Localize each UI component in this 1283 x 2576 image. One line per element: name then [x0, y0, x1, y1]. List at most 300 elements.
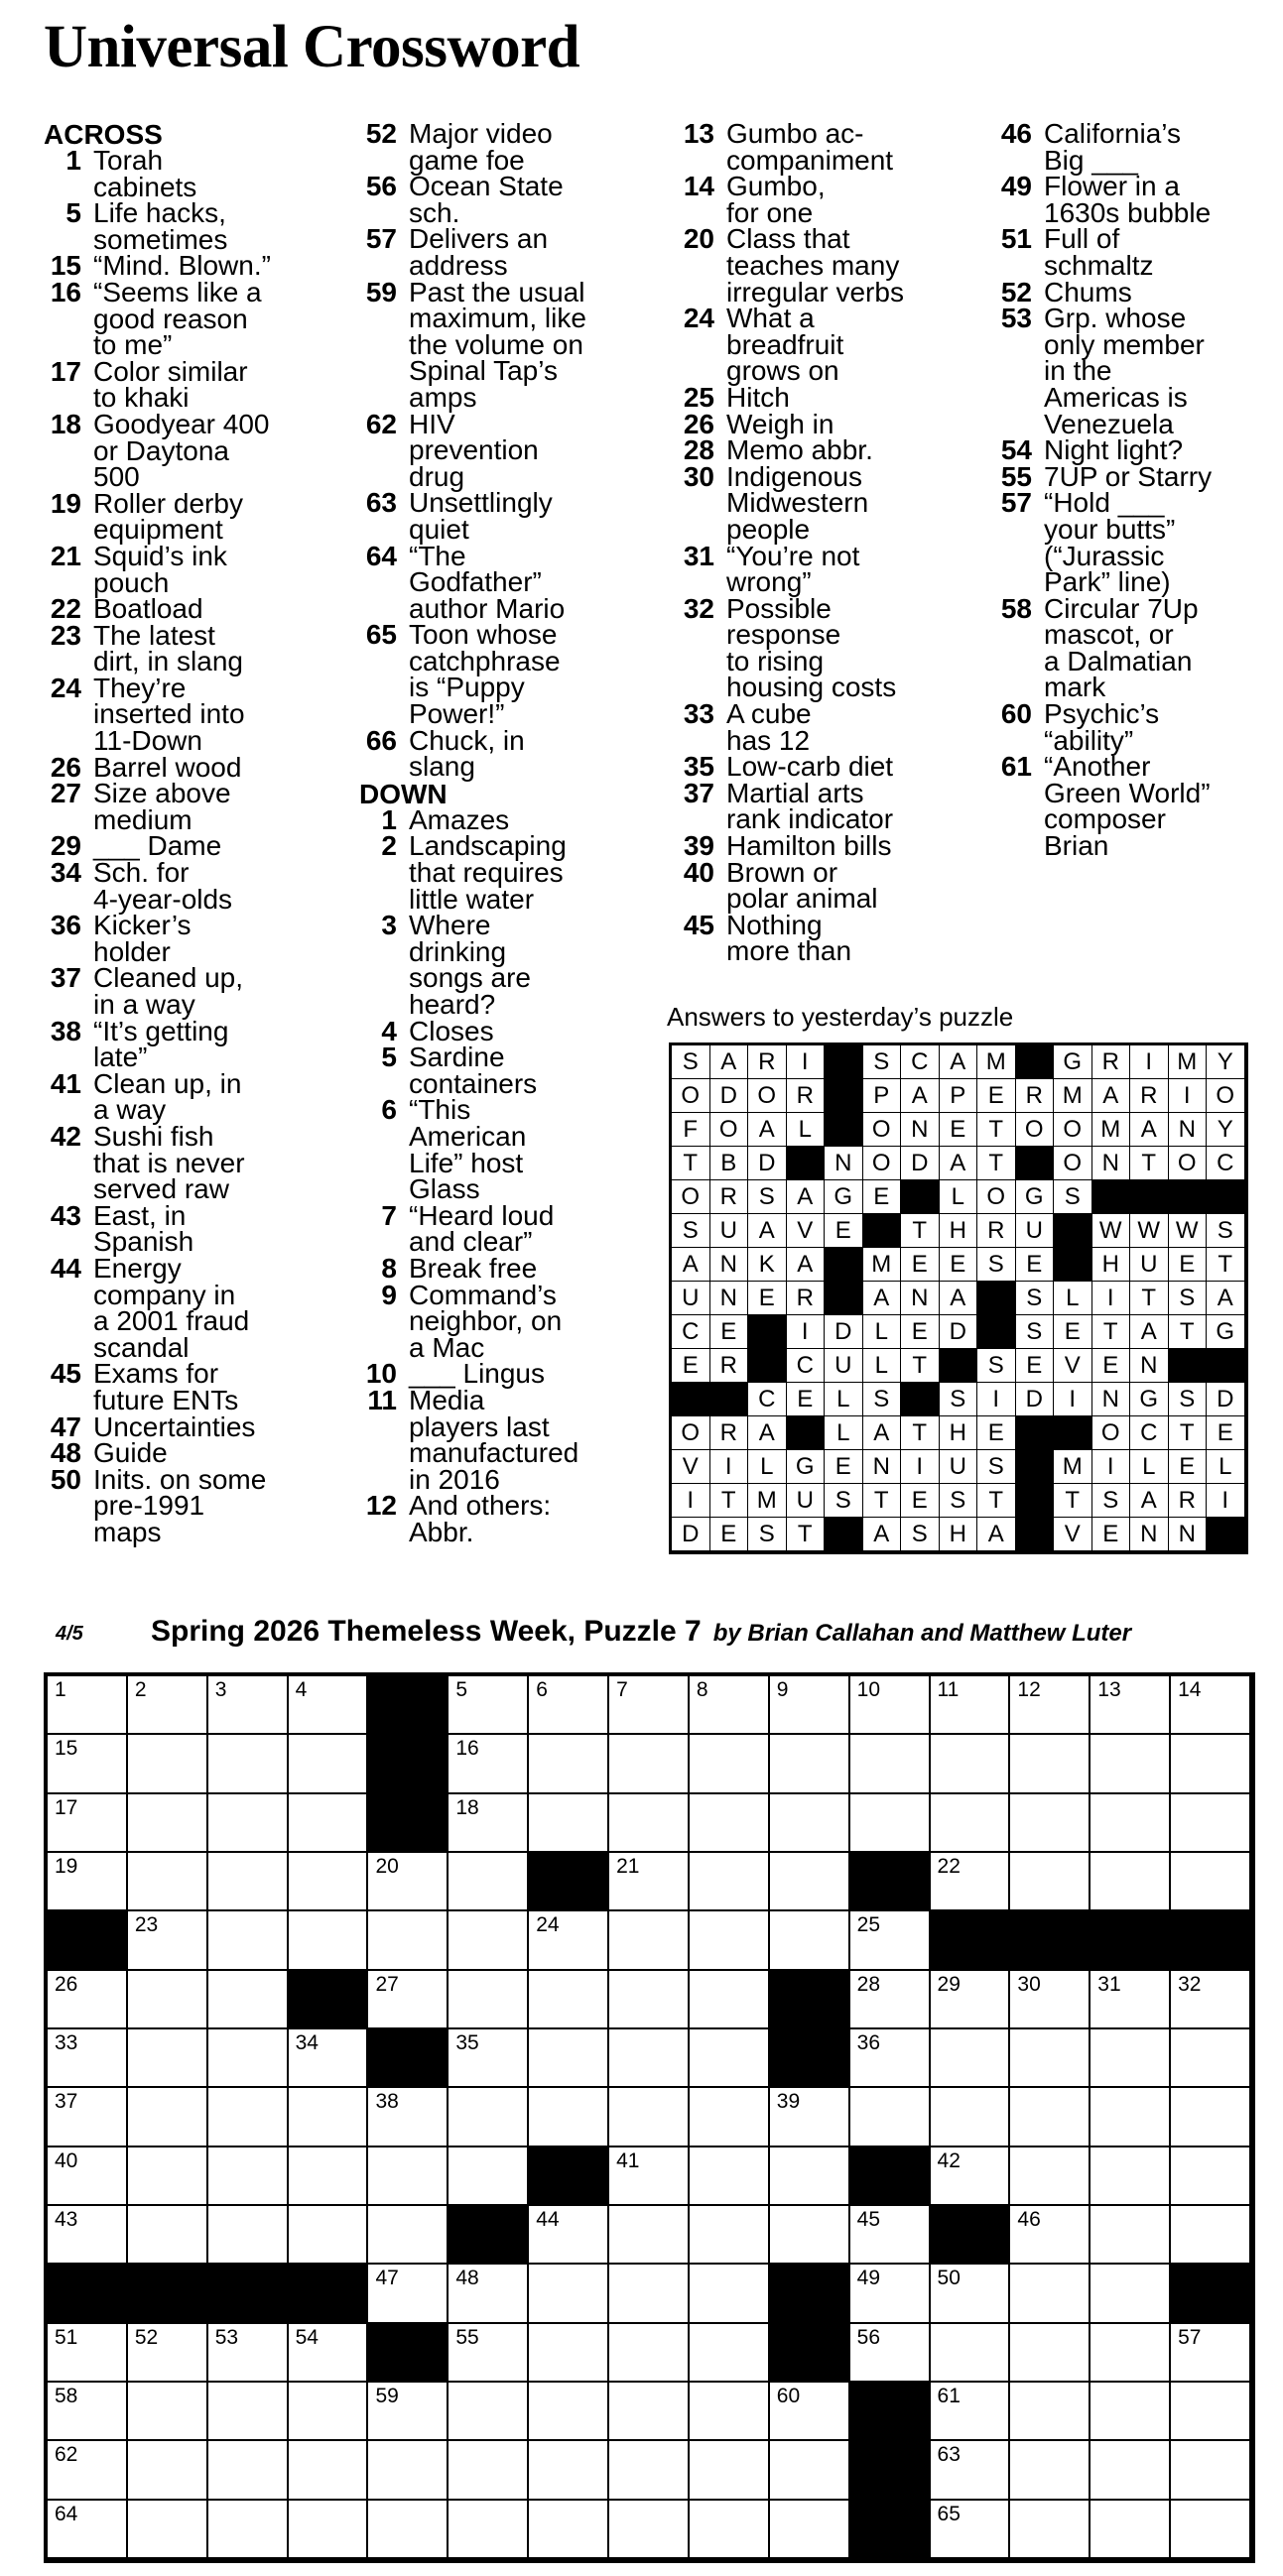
puzzle-cell[interactable] — [1010, 2147, 1091, 2206]
cell-number: 36 — [856, 2030, 881, 2054]
cell-number: 62 — [55, 2443, 78, 2467]
puzzle-cell[interactable] — [931, 1794, 1011, 1853]
answer-cell: E — [1169, 1450, 1208, 1484]
puzzle-cell[interactable] — [449, 1735, 529, 1793]
puzzle-cell[interactable] — [449, 2324, 529, 2383]
puzzle-cell[interactable] — [690, 2147, 770, 2206]
puzzle-cell[interactable] — [48, 2383, 128, 2441]
puzzle-cell[interactable] — [690, 1676, 770, 1735]
puzzle-cell[interactable] — [1091, 2265, 1171, 2323]
puzzle-cell[interactable] — [128, 1676, 208, 1735]
puzzle-cell[interactable] — [128, 2383, 208, 2441]
puzzle-cell[interactable] — [449, 2441, 529, 2500]
puzzle-cell[interactable] — [1091, 2088, 1171, 2147]
answer-cell: T — [1054, 1484, 1092, 1518]
clue-number — [994, 253, 1044, 280]
clue-number — [44, 1308, 93, 1335]
answer-cell: E — [710, 1315, 749, 1349]
puzzle-cell[interactable] — [208, 2206, 289, 2265]
clue-line — [994, 118, 1282, 149]
clue-number — [677, 148, 726, 175]
puzzle-cell[interactable] — [368, 1911, 449, 1970]
answer-cell: G — [825, 1180, 863, 1214]
puzzle-cell[interactable] — [1010, 2441, 1091, 2500]
puzzle-cell[interactable] — [1171, 2088, 1251, 2147]
puzzle-cell[interactable] — [48, 2088, 128, 2147]
puzzle-cell[interactable] — [609, 2088, 690, 2147]
puzzle-cell[interactable] — [529, 2501, 609, 2559]
puzzle-cell[interactable] — [770, 1911, 850, 1970]
clue-line — [44, 1463, 346, 1495]
puzzle-cell[interactable] — [289, 2029, 369, 2088]
puzzle-cell[interactable] — [449, 1853, 529, 1911]
puzzle-cell[interactable] — [128, 2088, 208, 2147]
puzzle-cell[interactable] — [1010, 2265, 1091, 2323]
answer-cell: I — [1092, 1450, 1131, 1484]
puzzle-cell[interactable] — [931, 2501, 1011, 2559]
clue-line — [359, 408, 662, 439]
puzzle-cell[interactable] — [1010, 2206, 1091, 2265]
clue-line — [677, 460, 979, 492]
puzzle-cell[interactable] — [609, 2206, 690, 2265]
puzzle-cell[interactable] — [690, 2383, 770, 2441]
clue-number — [994, 728, 1044, 755]
puzzle-cell[interactable] — [1010, 1971, 1091, 2029]
puzzle-cell[interactable] — [770, 2383, 850, 2441]
puzzle-cell[interactable] — [208, 1794, 289, 1853]
cell-number: 37 — [55, 2090, 78, 2114]
puzzle-cell[interactable] — [609, 1735, 690, 1793]
puzzle-cell[interactable] — [931, 2383, 1011, 2441]
puzzle-block — [931, 2206, 1011, 2265]
puzzle-cell[interactable] — [1010, 2088, 1091, 2147]
puzzle-cell[interactable] — [609, 2324, 690, 2383]
clue-text: mascot, or — [1044, 619, 1174, 651]
puzzle-block — [850, 2147, 931, 2206]
puzzle-cell[interactable] — [529, 1911, 609, 1970]
puzzle-cell[interactable] — [449, 1911, 529, 1970]
cell-number: 18 — [455, 1795, 479, 1819]
puzzle-cell[interactable] — [449, 2383, 529, 2441]
clue-number — [677, 490, 726, 517]
puzzle-cell[interactable] — [368, 2441, 449, 2500]
answer-cell: A — [1092, 1079, 1131, 1113]
puzzle-title: Spring 2026 Themeless Week, Puzzle 7 — [151, 1615, 702, 1648]
puzzle-cell[interactable] — [850, 2324, 931, 2383]
puzzle-cell[interactable] — [690, 1794, 770, 1853]
clue-line — [44, 223, 346, 255]
puzzle-cell[interactable] — [208, 2324, 289, 2383]
puzzle-cell[interactable] — [850, 2029, 931, 2088]
puzzle-cell[interactable] — [208, 1911, 289, 1970]
answer-block — [1169, 1349, 1208, 1383]
puzzle-cell[interactable] — [128, 2324, 208, 2383]
puzzle-cell[interactable] — [48, 2501, 128, 2559]
puzzle-cell[interactable] — [1171, 2029, 1251, 2088]
puzzle-cell[interactable] — [128, 1853, 208, 1911]
clue-text: Sardine — [409, 1042, 505, 1073]
puzzle-cell[interactable] — [931, 1676, 1011, 1735]
clue-number: 31 — [683, 540, 714, 571]
puzzle-cell[interactable] — [128, 1735, 208, 1793]
clue-text: a way — [93, 1094, 167, 1126]
clues-column-3 — [677, 118, 979, 967]
puzzle-cell[interactable] — [850, 2265, 931, 2323]
puzzle-cell[interactable] — [289, 1853, 369, 1911]
puzzle-cell[interactable] — [770, 1794, 850, 1853]
clue-text: in 2016 — [409, 1463, 500, 1495]
puzzle-cell[interactable] — [1091, 1794, 1171, 1853]
puzzle-cell[interactable] — [529, 1676, 609, 1735]
puzzle-cell[interactable] — [690, 2441, 770, 2500]
puzzle-cell[interactable] — [770, 2501, 850, 2559]
puzzle-cell[interactable] — [289, 2441, 369, 2500]
clue-text: Circular 7Up — [1044, 592, 1199, 624]
puzzle-cell[interactable] — [770, 1735, 850, 1793]
puzzle-cell[interactable] — [609, 1853, 690, 1911]
clue-line — [994, 487, 1282, 519]
clue-text: “ability” — [1044, 724, 1134, 756]
puzzle-cell[interactable] — [529, 1735, 609, 1793]
answer-cell: S — [748, 1180, 787, 1214]
puzzle-cell[interactable] — [609, 1794, 690, 1853]
puzzle-cell[interactable] — [690, 1911, 770, 1970]
puzzle-cell[interactable] — [48, 2029, 128, 2088]
answer-cell: T — [1169, 1315, 1208, 1349]
answer-cell: L — [1054, 1282, 1092, 1315]
puzzle-cell[interactable] — [208, 1676, 289, 1735]
clue-number — [677, 649, 726, 675]
puzzle-cell[interactable] — [1171, 2206, 1251, 2265]
puzzle-cell[interactable] — [850, 1794, 931, 1853]
cell-number: 26 — [55, 1972, 78, 1996]
puzzle-cell[interactable] — [1091, 2206, 1171, 2265]
puzzle-cell[interactable] — [449, 2029, 529, 2088]
puzzle-cell[interactable] — [770, 1676, 850, 1735]
puzzle-cell[interactable] — [1010, 2383, 1091, 2441]
puzzle-cell[interactable] — [609, 2265, 690, 2323]
puzzle-cell[interactable] — [368, 2383, 449, 2441]
puzzle-cell[interactable] — [449, 1794, 529, 1853]
puzzle-cell[interactable] — [48, 1971, 128, 2029]
answer-cell: V — [787, 1214, 826, 1248]
puzzle-cell[interactable] — [609, 2383, 690, 2441]
answer-cell: N — [863, 1450, 902, 1484]
puzzle-cell[interactable] — [1171, 2383, 1251, 2441]
puzzle-cell[interactable] — [289, 2324, 369, 2383]
puzzle-cell[interactable] — [48, 2324, 128, 2383]
puzzle-cell[interactable] — [1010, 1853, 1091, 1911]
clue-number: 23 — [50, 619, 81, 651]
puzzle-cell[interactable] — [690, 2324, 770, 2383]
clue-text: rank indicator — [726, 803, 894, 835]
puzzle-cell[interactable] — [931, 2088, 1011, 2147]
puzzle-cell[interactable] — [931, 1853, 1011, 1911]
puzzle-cell[interactable] — [931, 1971, 1011, 2029]
puzzle-cell[interactable] — [1091, 2029, 1171, 2088]
puzzle-cell[interactable] — [128, 2029, 208, 2088]
puzzle-cell[interactable] — [368, 2206, 449, 2265]
puzzle-cell[interactable] — [1091, 1735, 1171, 1793]
puzzle-cell[interactable] — [1010, 2029, 1091, 2088]
puzzle-cell[interactable] — [609, 2441, 690, 2500]
clue-number: 5 — [65, 197, 81, 229]
puzzle-cell[interactable] — [449, 1971, 529, 2029]
clue-text: “Hold ___ — [1044, 487, 1165, 519]
clue-number — [44, 887, 93, 914]
puzzle-cell[interactable] — [529, 1971, 609, 2029]
answer-cell: I — [1130, 1045, 1169, 1079]
puzzle-cell[interactable] — [1010, 1735, 1091, 1793]
clue-line — [44, 1516, 346, 1547]
puzzle-cell[interactable] — [289, 2206, 369, 2265]
puzzle-cell[interactable] — [1171, 1676, 1251, 1735]
puzzle-cell[interactable] — [850, 1971, 931, 2029]
clue-text: a Dalmatian — [1044, 645, 1193, 676]
clue-text: Gumbo, — [726, 171, 826, 202]
puzzle-cell[interactable] — [850, 1911, 931, 1970]
puzzle-cell[interactable] — [1010, 1676, 1091, 1735]
puzzle-cell[interactable] — [770, 2441, 850, 2500]
puzzle-cell[interactable] — [931, 2441, 1011, 2500]
puzzle-cell[interactable] — [690, 2265, 770, 2323]
puzzle-cell[interactable] — [931, 2029, 1011, 2088]
clue-number: 59 — [365, 276, 397, 307]
puzzle-cell[interactable] — [1171, 1853, 1251, 1911]
puzzle-cell[interactable] — [289, 1676, 369, 1735]
clue-line — [359, 1437, 662, 1469]
clue-text: Delivers an — [409, 223, 549, 255]
puzzle-cell[interactable] — [368, 1971, 449, 2029]
puzzle-cell[interactable] — [208, 2029, 289, 2088]
clue-line — [994, 672, 1282, 703]
puzzle-cell[interactable] — [449, 2147, 529, 2206]
puzzle-cell[interactable] — [609, 1971, 690, 2029]
puzzle-cell[interactable] — [208, 2383, 289, 2441]
puzzle-cell[interactable] — [208, 2088, 289, 2147]
puzzle-cell[interactable] — [128, 2441, 208, 2500]
answer-cell: S — [977, 1248, 1016, 1282]
puzzle-cell[interactable] — [529, 2441, 609, 2500]
clue-number — [44, 1229, 93, 1256]
clue-line — [44, 540, 346, 571]
puzzle-cell[interactable] — [128, 2501, 208, 2559]
answer-cell: T — [1092, 1315, 1131, 1349]
clue-number — [359, 385, 409, 412]
clue-number — [44, 1335, 93, 1362]
puzzle-cell[interactable] — [208, 2147, 289, 2206]
puzzle-cell[interactable] — [690, 1971, 770, 2029]
puzzle-cell[interactable] — [368, 2501, 449, 2559]
puzzle-cell[interactable] — [690, 2029, 770, 2088]
puzzle-cell[interactable] — [529, 2029, 609, 2088]
puzzle-cell[interactable] — [770, 2088, 850, 2147]
clue-text: neighbor, on — [409, 1305, 563, 1337]
answer-cell: R — [787, 1282, 826, 1315]
puzzle-cell[interactable] — [1091, 2324, 1171, 2383]
answer-cell: N — [1130, 1349, 1169, 1383]
puzzle-cell[interactable] — [770, 1853, 850, 1911]
puzzle-cell[interactable] — [368, 2147, 449, 2206]
puzzle-cell[interactable] — [449, 2501, 529, 2559]
page-title: Universal Crossword — [44, 14, 580, 80]
puzzle-cell[interactable] — [48, 2441, 128, 2500]
puzzle-block — [850, 2441, 931, 2500]
puzzle-cell[interactable] — [850, 2206, 931, 2265]
puzzle-cell[interactable] — [208, 1853, 289, 1911]
puzzle-cell[interactable] — [289, 2501, 369, 2559]
clue-line — [994, 381, 1282, 413]
puzzle-cell[interactable] — [1010, 1794, 1091, 1853]
cell-number: 30 — [1017, 1972, 1041, 1996]
puzzle-cell[interactable] — [289, 2383, 369, 2441]
puzzle-cell[interactable] — [48, 1853, 128, 1911]
puzzle-cell[interactable] — [1171, 1735, 1251, 1793]
puzzle-cell[interactable] — [1171, 1794, 1251, 1853]
clue-text: What a — [726, 303, 815, 334]
puzzle-cell[interactable] — [690, 1853, 770, 1911]
puzzle-cell[interactable] — [609, 1911, 690, 1970]
puzzle-cell[interactable] — [128, 2206, 208, 2265]
puzzle-cell[interactable] — [1171, 2441, 1251, 2500]
puzzle-cell[interactable] — [289, 1911, 369, 1970]
puzzle-cell[interactable] — [368, 2265, 449, 2323]
puzzle-cell[interactable] — [690, 2088, 770, 2147]
puzzle-cell[interactable] — [449, 1676, 529, 1735]
puzzle-cell[interactable] — [1171, 2147, 1251, 2206]
puzzle-cell[interactable] — [529, 2265, 609, 2323]
puzzle-cell[interactable] — [1171, 2501, 1251, 2559]
puzzle-cell[interactable] — [449, 2265, 529, 2323]
clue-number: 54 — [1000, 434, 1032, 466]
answer-cell: E — [710, 1518, 749, 1551]
puzzle-cell[interactable] — [529, 2088, 609, 2147]
puzzle-cell[interactable] — [609, 2501, 690, 2559]
cell-number: 50 — [937, 2267, 961, 2290]
clue-text: songs are — [409, 962, 531, 994]
puzzle-cell[interactable] — [48, 1676, 128, 1735]
clue-line — [994, 803, 1282, 835]
puzzle-cell[interactable] — [48, 2147, 128, 2206]
clue-line — [359, 487, 662, 519]
puzzle-cell[interactable] — [931, 2324, 1011, 2383]
puzzle-cell[interactable] — [1171, 2324, 1251, 2383]
answer-block — [901, 1180, 940, 1214]
puzzle-cell[interactable] — [1091, 1853, 1171, 1911]
puzzle-cell[interactable] — [449, 2088, 529, 2147]
puzzle-cell[interactable] — [850, 1676, 931, 1735]
answer-cell: M — [748, 1484, 787, 1518]
clue-text: 4-year-olds — [93, 883, 233, 915]
puzzle-cell[interactable] — [690, 2206, 770, 2265]
puzzle-block — [529, 1853, 609, 1911]
cell-number: 12 — [1017, 1678, 1041, 1701]
puzzle-cell[interactable] — [368, 2088, 449, 2147]
puzzle-cell[interactable] — [529, 1794, 609, 1853]
clue-number — [359, 253, 409, 280]
puzzle-cell[interactable] — [368, 1853, 449, 1911]
clue-number — [44, 1044, 93, 1071]
puzzle-cell[interactable] — [289, 2147, 369, 2206]
answer-cell: T — [977, 1484, 1016, 1518]
puzzle-cell[interactable] — [1091, 1971, 1171, 2029]
puzzle-cell[interactable] — [1091, 2441, 1171, 2500]
clue-number — [994, 385, 1044, 412]
puzzle-cell[interactable] — [931, 1735, 1011, 1793]
puzzle-cell[interactable] — [208, 1735, 289, 1793]
puzzle-cell[interactable] — [128, 1794, 208, 1853]
puzzle-cell[interactable] — [931, 2147, 1011, 2206]
clue-text: containers — [409, 1067, 538, 1099]
puzzle-cell[interactable] — [48, 1794, 128, 1853]
puzzle-cell[interactable] — [609, 1676, 690, 1735]
puzzle-cell[interactable] — [128, 1971, 208, 2029]
puzzle-cell[interactable] — [931, 2265, 1011, 2323]
puzzle-cell[interactable] — [208, 2441, 289, 2500]
puzzle-cell[interactable] — [1010, 2324, 1091, 2383]
puzzle-cell[interactable] — [289, 2088, 369, 2147]
puzzle-cell[interactable] — [529, 2383, 609, 2441]
answer-cell: E — [977, 1079, 1016, 1113]
answer-cell: E — [901, 1484, 940, 1518]
puzzle-cell[interactable] — [208, 2501, 289, 2559]
puzzle-cell[interactable] — [690, 1735, 770, 1793]
answer-cell: C — [672, 1315, 710, 1349]
answer-cell: C — [1130, 1416, 1169, 1450]
puzzle-cell[interactable] — [1091, 2147, 1171, 2206]
puzzle-cell[interactable] — [609, 2029, 690, 2088]
cell-number: 5 — [455, 1678, 468, 1701]
answer-cell: G — [1207, 1315, 1245, 1349]
clue-text: Ocean State — [409, 171, 564, 202]
clue-line — [44, 514, 346, 546]
answer-block — [825, 1045, 863, 1079]
puzzle-cell[interactable] — [48, 1735, 128, 1793]
clue-line — [44, 698, 346, 730]
clue-text: And others: — [409, 1490, 552, 1522]
puzzle-cell[interactable] — [1010, 2501, 1091, 2559]
answer-cell: W — [1169, 1214, 1208, 1248]
puzzle-cell[interactable] — [128, 2147, 208, 2206]
puzzle-cell[interactable] — [48, 2206, 128, 2265]
puzzle-cell[interactable] — [850, 2088, 931, 2147]
clue-text: Where — [409, 910, 491, 941]
puzzle-block — [368, 1735, 449, 1793]
answer-cell: N — [901, 1282, 940, 1315]
puzzle-cell[interactable] — [289, 1735, 369, 1793]
puzzle-cell[interactable] — [770, 2206, 850, 2265]
puzzle-cell[interactable] — [128, 1911, 208, 1970]
clue-number: 18 — [50, 408, 81, 439]
puzzle-cell[interactable] — [289, 1794, 369, 1853]
puzzle-cell[interactable] — [1171, 1971, 1251, 2029]
puzzle-cell[interactable] — [690, 2501, 770, 2559]
answer-cell: O — [748, 1079, 787, 1113]
puzzle-cell[interactable] — [770, 2147, 850, 2206]
puzzle-cell[interactable] — [1091, 2501, 1171, 2559]
puzzle-cell[interactable] — [529, 2324, 609, 2383]
puzzle-cell[interactable] — [850, 1735, 931, 1793]
puzzle-cell[interactable] — [609, 2147, 690, 2206]
puzzle-cell[interactable] — [529, 2206, 609, 2265]
clue-line — [359, 1120, 662, 1152]
puzzle-date: 4/5 — [56, 1623, 83, 1645]
puzzle-cell[interactable] — [208, 1971, 289, 2029]
puzzle-cell[interactable] — [1091, 2383, 1171, 2441]
puzzle-cell[interactable] — [1091, 1676, 1171, 1735]
clue-line — [44, 303, 346, 334]
answer-cell: A — [1130, 1315, 1169, 1349]
